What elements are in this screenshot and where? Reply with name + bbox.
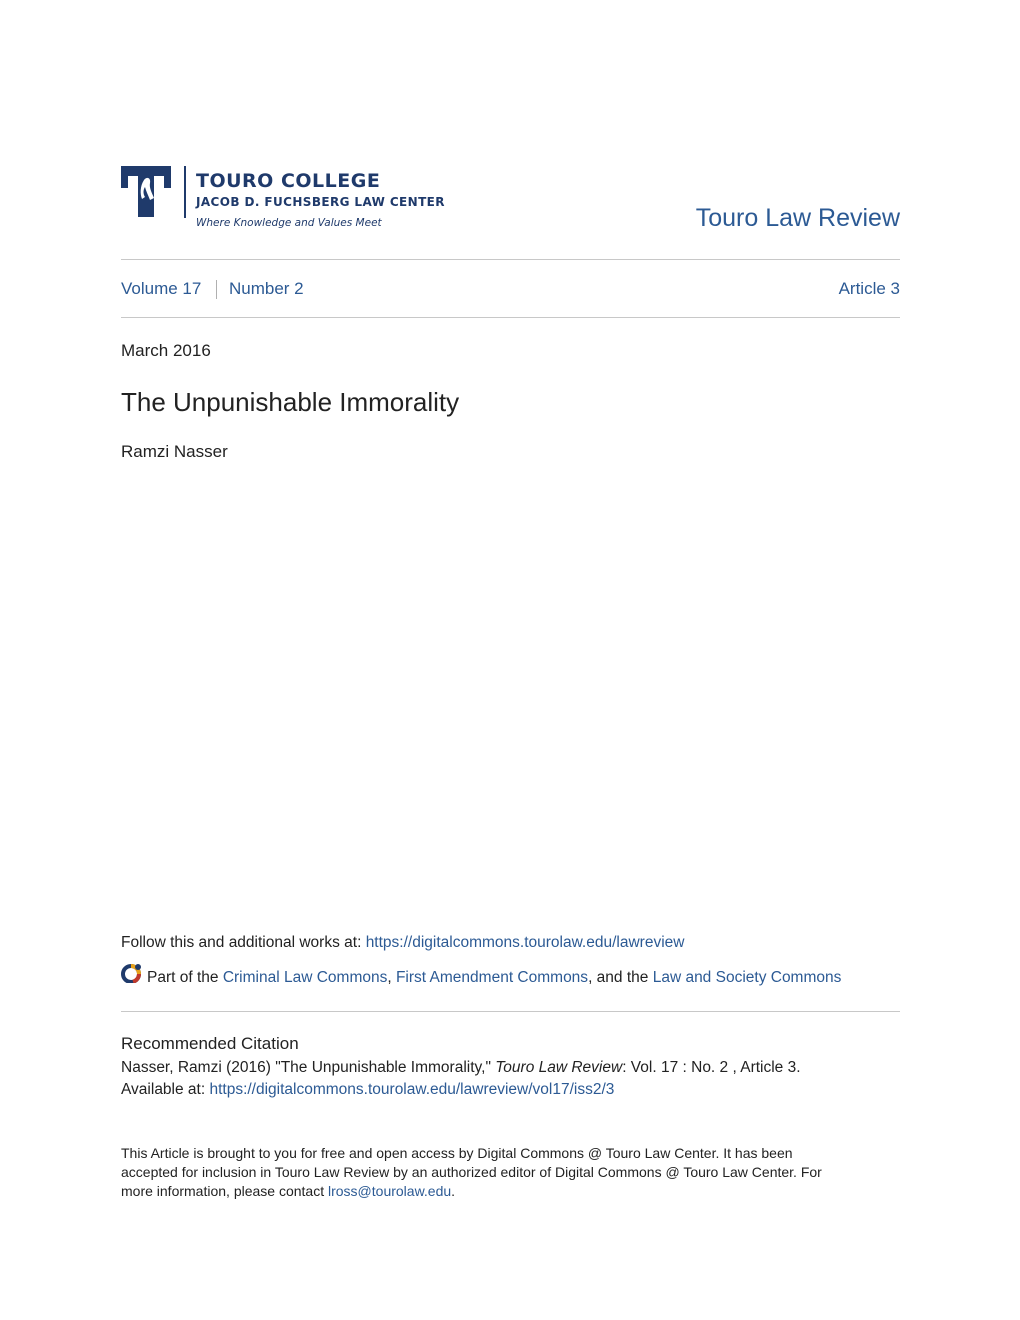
access-line: This Article is brought to you for free and open access by Digital Commons @ Touro Law Center. It has been: [121, 1145, 793, 1161]
available-label: Available at:: [121, 1081, 210, 1098]
publication-date: March 2016: [121, 341, 211, 360]
citation-after: : Vol. 17 : No. 2 , Article 3.: [622, 1059, 801, 1076]
part-of-prefix: Part of the: [147, 969, 223, 986]
follow-label: Follow this and additional works at:: [121, 934, 366, 951]
commons-network-icon: [121, 963, 143, 983]
first-amendment-commons-link[interactable]: First Amendment Commons: [395, 969, 589, 986]
access-suffix: .: [451, 1183, 456, 1199]
available-at-line: [121, 1081, 614, 1099]
access-line: accepted for inclusion in Touro Law Review by an authorized editor of Digital Commons @ Touro Law Center. For: [121, 1164, 822, 1180]
citation-journal: Touro Law Review: [495, 1059, 623, 1076]
follow-url-link[interactable]: https://digitalcommons.tourolaw.edu/lawreview: [365, 934, 685, 951]
issue-divider: [121, 317, 900, 318]
touro-logo: [121, 166, 501, 230]
volume-link[interactable]: Volume 17: [121, 279, 202, 298]
number-link[interactable]: Number 2: [229, 279, 304, 298]
article-title: The Unpunishable Immorality: [121, 387, 460, 417]
citation-heading: Recommended Citation: [121, 1034, 299, 1053]
access-prefix: more information, please contact: [121, 1183, 328, 1199]
article-link[interactable]: Article 3: [838, 279, 900, 298]
access-line: [121, 1182, 900, 1201]
part-of-separator: , and the: [588, 969, 653, 986]
header-divider: [121, 259, 900, 260]
law-and-society-commons-link[interactable]: Law and Society Commons: [652, 969, 842, 986]
logo-subtitle: JACOB D. FUCHSBERG LAW CENTER: [196, 195, 445, 209]
access-notice: [121, 1144, 900, 1201]
issue-separator: [216, 280, 217, 299]
citation-text: [121, 1059, 801, 1077]
citation-divider: [121, 1011, 900, 1012]
article-author: Ramzi Nasser: [121, 442, 228, 461]
logo-divider: [184, 166, 186, 218]
logo-name: TOURO COLLEGE: [196, 170, 381, 192]
part-of-line: [147, 969, 841, 987]
citation-before: Nasser, Ramzi (2016) "The Unpunishable Immorality,": [121, 1059, 496, 1076]
touro-logo-icon: [121, 166, 171, 217]
journal-title-link[interactable]: Touro Law Review: [695, 204, 900, 232]
logo-tagline: Where Knowledge and Values Meet: [196, 217, 382, 229]
follow-line: [121, 934, 684, 952]
issue-bar: [121, 279, 900, 301]
criminal-law-commons-link[interactable]: Criminal Law Commons: [222, 969, 388, 986]
part-of-separator: ,: [387, 969, 396, 986]
contact-email-link[interactable]: lross@tourolaw.edu: [328, 1183, 452, 1199]
article-url-link[interactable]: https://digitalcommons.tourolaw.edu/lawreview/vol17/iss2/3: [209, 1081, 615, 1098]
